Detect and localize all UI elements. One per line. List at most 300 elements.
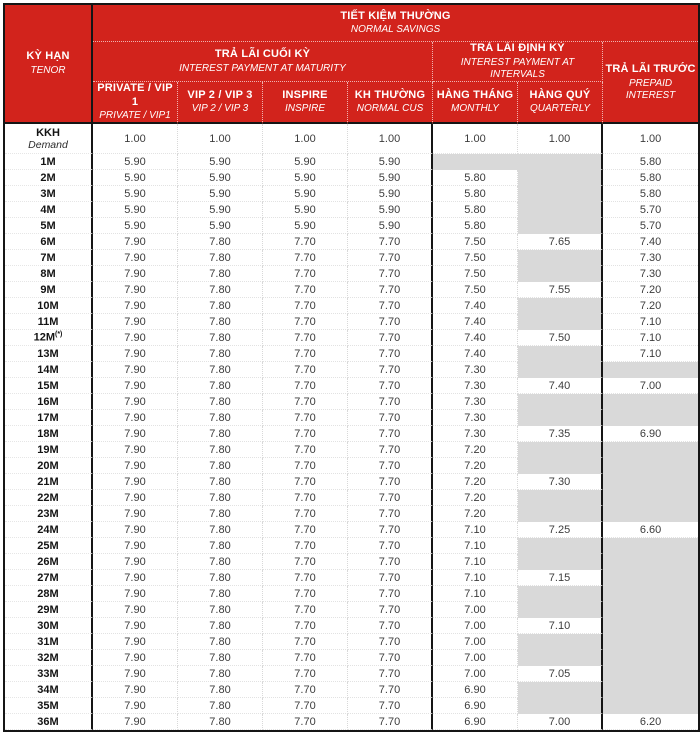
maturity-label-vi: TRẢ LÃI CUỐI KỲ bbox=[214, 48, 311, 60]
rate-row-10m bbox=[5, 298, 698, 314]
rate-cell-empty bbox=[518, 698, 603, 714]
rate-cell-empty bbox=[518, 634, 603, 650]
rate-cell-empty bbox=[518, 442, 603, 458]
column-header-quarterly bbox=[518, 82, 603, 125]
column-label-vi: VIP 2 / VIP 3 bbox=[187, 88, 253, 101]
rate-cell-empty bbox=[518, 218, 603, 234]
rate-cell: 7.20 bbox=[603, 298, 698, 314]
rate-cell: 7.70 bbox=[263, 570, 348, 586]
rate-cell-empty bbox=[518, 586, 603, 602]
rate-cell: 7.70 bbox=[348, 682, 433, 698]
rate-cell: 7.10 bbox=[433, 570, 518, 586]
rate-cell: 7.70 bbox=[263, 250, 348, 266]
rate-cell: 5.90 bbox=[348, 170, 433, 186]
prepaid-group-header bbox=[603, 42, 698, 124]
tenor-cell: 10M bbox=[5, 298, 93, 314]
rate-cell: 5.70 bbox=[603, 202, 698, 218]
rate-cell: 7.90 bbox=[93, 682, 178, 698]
rate-cell: 5.80 bbox=[603, 170, 698, 186]
rate-cell: 7.00 bbox=[433, 634, 518, 650]
rate-cell: 7.05 bbox=[518, 666, 603, 682]
rate-cell: 7.80 bbox=[178, 682, 263, 698]
rate-row-3m bbox=[5, 186, 698, 202]
rate-cell: 7.30 bbox=[433, 394, 518, 410]
rate-row-9m bbox=[5, 282, 698, 298]
rate-cell: 7.20 bbox=[433, 474, 518, 490]
rate-cell-empty bbox=[603, 618, 698, 634]
rate-row-24m bbox=[5, 522, 698, 538]
rate-cell: 7.70 bbox=[348, 490, 433, 506]
column-label-en: MONTHLY bbox=[451, 103, 499, 115]
tenor-cell: 5M bbox=[5, 218, 93, 234]
rate-cell-empty bbox=[518, 538, 603, 554]
tenor-cell: 6M bbox=[5, 234, 93, 250]
column-header-monthly bbox=[433, 82, 518, 125]
rate-row-8m bbox=[5, 266, 698, 282]
interest-rate-table bbox=[3, 3, 700, 732]
column-header-normal-cus bbox=[348, 82, 433, 125]
rate-cell: 7.80 bbox=[178, 362, 263, 378]
tenor-cell: 22M bbox=[5, 490, 93, 506]
tenor-cell: 21M bbox=[5, 474, 93, 490]
rate-cell: 7.70 bbox=[348, 618, 433, 634]
rate-cell: 7.90 bbox=[93, 586, 178, 602]
rate-cell-empty bbox=[603, 474, 698, 490]
rate-cell: 7.70 bbox=[348, 330, 433, 346]
rate-cell: 7.30 bbox=[603, 266, 698, 282]
rate-cell: 5.90 bbox=[93, 154, 178, 170]
rate-cell: 7.70 bbox=[263, 714, 348, 730]
rate-cell: 7.50 bbox=[518, 330, 603, 346]
rate-cell: 7.70 bbox=[263, 650, 348, 666]
column-label-en: NORMAL CUS bbox=[356, 103, 424, 115]
rate-cell: 7.20 bbox=[433, 506, 518, 522]
rate-row-35m bbox=[5, 698, 698, 714]
rate-cell: 7.90 bbox=[93, 346, 178, 362]
rate-row-33m bbox=[5, 666, 698, 682]
rate-cell: 7.70 bbox=[263, 378, 348, 394]
rate-row-22m bbox=[5, 490, 698, 506]
rate-cell: 7.70 bbox=[348, 586, 433, 602]
tenor-cell: 16M bbox=[5, 394, 93, 410]
rate-cell: 5.80 bbox=[433, 186, 518, 202]
rate-cell: 7.70 bbox=[348, 698, 433, 714]
rate-cell: 5.90 bbox=[263, 154, 348, 170]
tenor-cell: 36M bbox=[5, 714, 93, 730]
rate-cell: 5.70 bbox=[603, 218, 698, 234]
rate-cell: 1.00 bbox=[93, 124, 178, 154]
rate-cell: 7.70 bbox=[263, 602, 348, 618]
rate-cell: 7.20 bbox=[433, 490, 518, 506]
rate-cell: 7.70 bbox=[348, 506, 433, 522]
rate-cell-empty bbox=[518, 186, 603, 202]
rate-cell: 7.40 bbox=[433, 330, 518, 346]
rate-cell: 7.80 bbox=[178, 426, 263, 442]
tenor-cell: 29M bbox=[5, 602, 93, 618]
rate-cell: 7.90 bbox=[93, 522, 178, 538]
rate-cell: 7.90 bbox=[93, 570, 178, 586]
rate-cell: 7.15 bbox=[518, 570, 603, 586]
rate-cell: 7.70 bbox=[263, 410, 348, 426]
rate-row-34m bbox=[5, 682, 698, 698]
rate-cell: 7.70 bbox=[263, 682, 348, 698]
rate-cell-empty bbox=[518, 346, 603, 362]
rate-cell: 7.00 bbox=[603, 378, 698, 394]
rate-cell: 7.80 bbox=[178, 586, 263, 602]
rate-cell: 7.40 bbox=[433, 346, 518, 362]
column-label-en: PRIVATE / VIP1 bbox=[99, 110, 171, 122]
table-header bbox=[5, 5, 698, 124]
rate-cell: 5.80 bbox=[603, 154, 698, 170]
rate-cell: 7.70 bbox=[348, 346, 433, 362]
tenor-cell: 11M bbox=[5, 314, 93, 330]
rate-cell-empty bbox=[603, 650, 698, 666]
rate-cell: 7.30 bbox=[433, 362, 518, 378]
tenor-cell: 27M bbox=[5, 570, 93, 586]
tenor-cell: 3M bbox=[5, 186, 93, 202]
rate-cell: 7.80 bbox=[178, 650, 263, 666]
rate-cell: 7.80 bbox=[178, 330, 263, 346]
maturity-label-en: INTEREST PAYMENT AT MATURITY bbox=[179, 62, 346, 74]
rate-cell: 7.90 bbox=[93, 618, 178, 634]
rate-cell: 7.30 bbox=[433, 426, 518, 442]
rate-cell: 7.70 bbox=[263, 394, 348, 410]
rate-row-17m bbox=[5, 410, 698, 426]
rate-cell-empty bbox=[603, 666, 698, 682]
rate-cell: 7.80 bbox=[178, 666, 263, 682]
tenor-cell: 19M bbox=[5, 442, 93, 458]
rate-cell: 7.10 bbox=[603, 346, 698, 362]
rate-cell: 7.25 bbox=[518, 522, 603, 538]
rate-cell: 7.40 bbox=[433, 298, 518, 314]
column-label-en: QUARTERLY bbox=[529, 103, 591, 115]
rate-cell: 1.00 bbox=[178, 124, 263, 154]
rate-cell: 7.70 bbox=[263, 234, 348, 250]
tenor-label-en: TENOR bbox=[30, 65, 66, 76]
rate-cell: 7.90 bbox=[93, 634, 178, 650]
rate-cell: 7.55 bbox=[518, 282, 603, 298]
rate-cell: 7.80 bbox=[178, 714, 263, 730]
rate-cell: 7.90 bbox=[93, 490, 178, 506]
rate-row-21m bbox=[5, 474, 698, 490]
rate-cell-empty bbox=[603, 634, 698, 650]
rate-cell: 7.00 bbox=[433, 666, 518, 682]
rate-cell: 7.70 bbox=[348, 378, 433, 394]
rate-cell-empty bbox=[518, 250, 603, 266]
rate-cell: 5.90 bbox=[263, 186, 348, 202]
rate-cell: 7.30 bbox=[603, 250, 698, 266]
rate-cell: 7.70 bbox=[263, 586, 348, 602]
rate-cell: 6.20 bbox=[603, 714, 698, 730]
rate-cell: 7.80 bbox=[178, 346, 263, 362]
rate-row-1m bbox=[5, 154, 698, 170]
rate-cell: 7.90 bbox=[93, 474, 178, 490]
rate-row-23m bbox=[5, 506, 698, 522]
rate-cell: 7.90 bbox=[93, 234, 178, 250]
rate-cell: 7.00 bbox=[433, 650, 518, 666]
rate-cell: 7.80 bbox=[178, 282, 263, 298]
rate-cell: 7.80 bbox=[178, 538, 263, 554]
rate-cell: 7.80 bbox=[178, 698, 263, 714]
rate-row-kkh bbox=[5, 124, 698, 154]
rate-cell: 7.10 bbox=[518, 618, 603, 634]
tenor-cell: 23M bbox=[5, 506, 93, 522]
rate-cell: 7.70 bbox=[348, 282, 433, 298]
tenor-column-header bbox=[5, 5, 93, 124]
rate-cell: 5.90 bbox=[178, 202, 263, 218]
rate-cell-empty bbox=[603, 698, 698, 714]
rate-cell: 1.00 bbox=[433, 124, 518, 154]
rate-row-6m bbox=[5, 234, 698, 250]
rate-row-7m bbox=[5, 250, 698, 266]
rate-cell: 7.70 bbox=[348, 394, 433, 410]
rate-cell: 7.80 bbox=[178, 298, 263, 314]
rate-cell: 7.30 bbox=[433, 378, 518, 394]
rate-cell-empty bbox=[518, 154, 603, 170]
rate-row-13m bbox=[5, 346, 698, 362]
rate-cell: 7.80 bbox=[178, 490, 263, 506]
rate-cell: 7.80 bbox=[178, 410, 263, 426]
rate-cell: 7.35 bbox=[518, 426, 603, 442]
prepaid-label-en: PREPAID INTEREST bbox=[625, 77, 676, 101]
rate-cell: 5.80 bbox=[433, 218, 518, 234]
rate-cell: 7.50 bbox=[433, 282, 518, 298]
tenor-cell: 26M bbox=[5, 554, 93, 570]
rate-cell-empty bbox=[518, 202, 603, 218]
rate-row-29m bbox=[5, 602, 698, 618]
rate-cell-empty bbox=[603, 458, 698, 474]
tenor-label-vi: KỲ HẠN bbox=[26, 50, 70, 63]
rate-cell: 7.70 bbox=[348, 266, 433, 282]
rate-cell: 7.70 bbox=[263, 506, 348, 522]
rate-cell-empty bbox=[603, 506, 698, 522]
tenor-cell: 18M bbox=[5, 426, 93, 442]
rate-cell: 7.90 bbox=[93, 314, 178, 330]
normal-savings-label-en: NORMAL SAVINGS bbox=[350, 24, 441, 36]
rate-cell: 7.70 bbox=[263, 618, 348, 634]
rate-cell: 5.90 bbox=[178, 186, 263, 202]
rate-cell: 7.90 bbox=[93, 266, 178, 282]
rate-row-26m bbox=[5, 554, 698, 570]
normal-savings-label-vi: TIẾT KIỆM THƯỜNG bbox=[340, 9, 451, 22]
rate-row-4m bbox=[5, 202, 698, 218]
column-header-private-vip1 bbox=[93, 82, 178, 125]
rate-cell: 1.00 bbox=[263, 124, 348, 154]
rate-cell: 7.70 bbox=[348, 362, 433, 378]
rate-cell-empty bbox=[603, 410, 698, 426]
tenor-cell: 9M bbox=[5, 282, 93, 298]
rate-cell-empty bbox=[518, 602, 603, 618]
rate-cell-empty bbox=[518, 490, 603, 506]
tenor-cell: 15M bbox=[5, 378, 93, 394]
normal-savings-group-header bbox=[93, 5, 698, 42]
rate-cell: 6.90 bbox=[433, 682, 518, 698]
rate-cell: 7.70 bbox=[263, 298, 348, 314]
rate-row-28m bbox=[5, 586, 698, 602]
rate-cell: 5.80 bbox=[433, 170, 518, 186]
rate-cell: 7.90 bbox=[93, 602, 178, 618]
rate-cell-empty bbox=[603, 682, 698, 698]
rate-cell: 5.90 bbox=[348, 218, 433, 234]
rate-cell: 7.50 bbox=[433, 266, 518, 282]
tenor-cell: 35M bbox=[5, 698, 93, 714]
rate-cell-empty bbox=[518, 506, 603, 522]
rate-row-12m bbox=[5, 330, 698, 346]
rate-cell: 7.90 bbox=[93, 506, 178, 522]
rate-cell: 7.10 bbox=[433, 522, 518, 538]
rate-cell: 5.90 bbox=[178, 154, 263, 170]
rate-cell: 7.70 bbox=[263, 442, 348, 458]
rate-cell: 7.70 bbox=[263, 554, 348, 570]
rate-cell: 5.90 bbox=[348, 154, 433, 170]
tenor-cell: 12M(*) bbox=[5, 330, 93, 346]
rate-row-32m bbox=[5, 650, 698, 666]
tenor-cell: KKH Demand bbox=[5, 124, 93, 154]
rate-cell: 7.90 bbox=[93, 250, 178, 266]
rate-cell: 7.10 bbox=[603, 330, 698, 346]
rate-cell: 7.70 bbox=[348, 426, 433, 442]
rate-cell: 7.80 bbox=[178, 474, 263, 490]
rate-cell: 7.90 bbox=[93, 666, 178, 682]
rate-cell: 7.90 bbox=[93, 410, 178, 426]
rate-cell: 5.90 bbox=[93, 170, 178, 186]
tenor-cell: 7M bbox=[5, 250, 93, 266]
rate-cell: 7.70 bbox=[263, 426, 348, 442]
rate-cell: 7.70 bbox=[263, 362, 348, 378]
rate-row-11m bbox=[5, 314, 698, 330]
rate-cell: 7.70 bbox=[348, 650, 433, 666]
rate-cell: 7.70 bbox=[348, 442, 433, 458]
rate-cell: 7.70 bbox=[348, 538, 433, 554]
rate-cell-empty bbox=[603, 442, 698, 458]
rate-cell: 7.50 bbox=[433, 234, 518, 250]
rate-cell: 6.90 bbox=[433, 714, 518, 730]
rate-cell-empty bbox=[603, 602, 698, 618]
tenor-cell: 30M bbox=[5, 618, 93, 634]
rate-cell: 7.90 bbox=[93, 330, 178, 346]
rate-cell: 7.80 bbox=[178, 250, 263, 266]
rate-cell-empty bbox=[518, 314, 603, 330]
tenor-cell: 24M bbox=[5, 522, 93, 538]
rate-cell: 5.90 bbox=[263, 170, 348, 186]
tenor-cell: 32M bbox=[5, 650, 93, 666]
rate-cell: 7.80 bbox=[178, 394, 263, 410]
rate-cell-empty bbox=[603, 570, 698, 586]
rate-cell: 5.90 bbox=[263, 218, 348, 234]
rate-row-18m bbox=[5, 426, 698, 442]
rate-cell: 7.70 bbox=[348, 474, 433, 490]
rate-cell: 7.70 bbox=[348, 522, 433, 538]
rate-cell: 7.70 bbox=[348, 250, 433, 266]
rate-cell-empty bbox=[518, 458, 603, 474]
rate-row-14m bbox=[5, 362, 698, 378]
rate-cell: 5.90 bbox=[263, 202, 348, 218]
rate-cell-empty bbox=[518, 394, 603, 410]
rate-cell: 7.90 bbox=[93, 378, 178, 394]
rate-row-25m bbox=[5, 538, 698, 554]
intervals-group-header bbox=[433, 42, 603, 82]
rate-cell: 5.90 bbox=[93, 218, 178, 234]
rate-cell: 7.40 bbox=[518, 378, 603, 394]
rate-cell: 7.70 bbox=[348, 554, 433, 570]
tenor-cell: 4M bbox=[5, 202, 93, 218]
rate-cell: 6.90 bbox=[603, 426, 698, 442]
rate-cell: 7.90 bbox=[93, 538, 178, 554]
rate-cell-empty bbox=[518, 298, 603, 314]
column-label-en: VIP 2 / VIP 3 bbox=[191, 103, 249, 115]
rate-cell: 5.90 bbox=[348, 186, 433, 202]
rate-cell: 7.10 bbox=[433, 538, 518, 554]
rate-cell: 7.20 bbox=[603, 282, 698, 298]
rate-cell: 7.80 bbox=[178, 506, 263, 522]
rate-cell: 7.70 bbox=[263, 266, 348, 282]
rate-cell: 7.80 bbox=[178, 570, 263, 586]
rate-cell-empty bbox=[518, 682, 603, 698]
rate-cell: 7.90 bbox=[93, 442, 178, 458]
column-label-en: INSPIRE bbox=[284, 103, 325, 115]
column-label-vi: HÀNG QUÝ bbox=[529, 88, 591, 101]
rate-cell: 7.90 bbox=[93, 394, 178, 410]
rate-cell-empty bbox=[518, 266, 603, 282]
rate-row-5m bbox=[5, 218, 698, 234]
rate-cell: 5.90 bbox=[93, 202, 178, 218]
tenor-cell: 33M bbox=[5, 666, 93, 682]
rate-cell: 7.70 bbox=[348, 314, 433, 330]
rate-cell: 7.70 bbox=[348, 714, 433, 730]
rate-row-30m bbox=[5, 618, 698, 634]
rate-cell-empty bbox=[603, 586, 698, 602]
rate-cell: 7.70 bbox=[348, 666, 433, 682]
tenor-cell: 1M bbox=[5, 154, 93, 170]
column-label-vi: PRIVATE / VIP 1 bbox=[97, 81, 173, 108]
rate-cell: 7.40 bbox=[603, 234, 698, 250]
rate-row-20m bbox=[5, 458, 698, 474]
rate-cell-empty bbox=[603, 362, 698, 378]
rate-row-2m bbox=[5, 170, 698, 186]
rate-cell: 1.00 bbox=[348, 124, 433, 154]
rate-cell: 5.90 bbox=[178, 218, 263, 234]
rate-cell: 7.90 bbox=[93, 554, 178, 570]
rate-cell: 7.70 bbox=[348, 234, 433, 250]
rate-cell: 7.40 bbox=[433, 314, 518, 330]
rate-row-27m bbox=[5, 570, 698, 586]
rate-cell: 1.00 bbox=[518, 124, 603, 154]
tenor-cell: 13M bbox=[5, 346, 93, 362]
rate-cell: 7.70 bbox=[348, 458, 433, 474]
rate-cell: 7.70 bbox=[348, 410, 433, 426]
rate-cell: 7.70 bbox=[348, 298, 433, 314]
rate-cell: 7.70 bbox=[263, 522, 348, 538]
rate-cell: 5.90 bbox=[178, 170, 263, 186]
rate-cell: 7.20 bbox=[433, 458, 518, 474]
rate-cell: 7.70 bbox=[263, 330, 348, 346]
rate-cell: 7.70 bbox=[263, 346, 348, 362]
rate-cell: 7.90 bbox=[93, 282, 178, 298]
rate-cell: 7.70 bbox=[263, 698, 348, 714]
rate-cell: 5.80 bbox=[433, 202, 518, 218]
column-label-vi: INSPIRE bbox=[282, 88, 328, 101]
rate-cell-empty bbox=[603, 538, 698, 554]
rate-cell: 7.70 bbox=[263, 634, 348, 650]
rate-cell: 7.70 bbox=[263, 314, 348, 330]
rate-cell: 5.80 bbox=[603, 186, 698, 202]
rate-cell: 7.50 bbox=[433, 250, 518, 266]
tenor-cell: 28M bbox=[5, 586, 93, 602]
rate-cell: 7.30 bbox=[433, 410, 518, 426]
rate-cell: 7.90 bbox=[93, 458, 178, 474]
column-header-inspire bbox=[263, 82, 348, 125]
rate-cell: 7.30 bbox=[518, 474, 603, 490]
